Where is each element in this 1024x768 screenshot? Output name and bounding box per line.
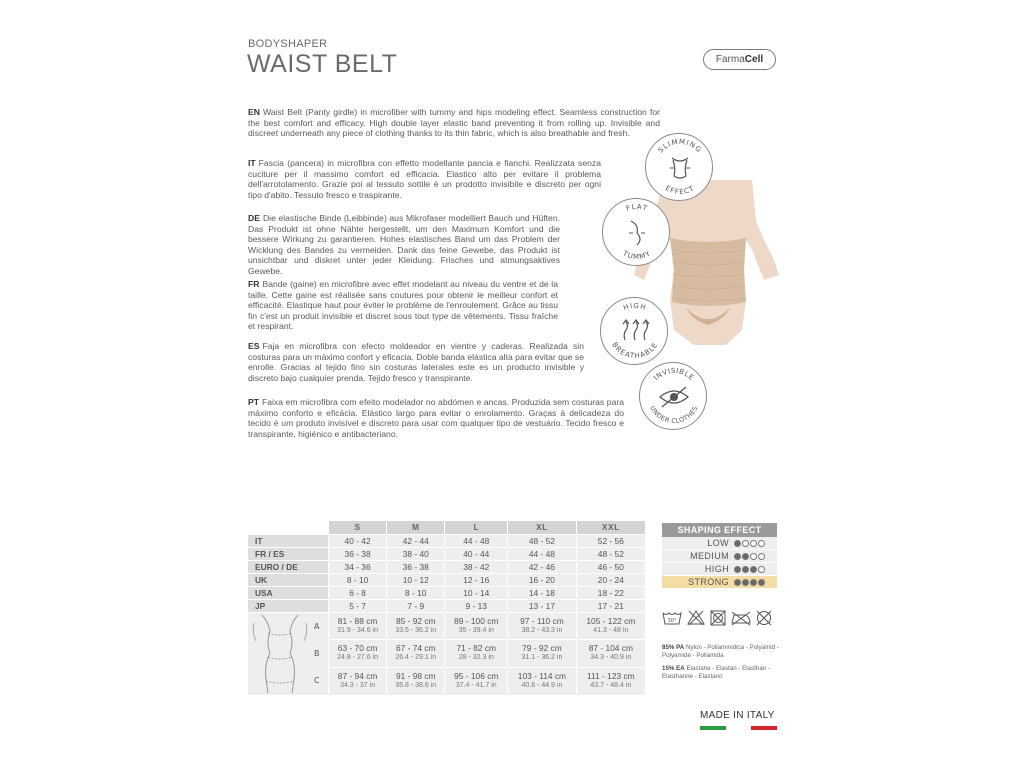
size-header: M (387, 521, 445, 534)
description-text-pt: Faixa em microfibra com efeito modelador no abdómen e ancas. Produzida sem costuras para máximo conforto e eficácia. Elástico largo para evitar o enrolamento. Graças à delicadeza do tecido é um produto invisível e discreto para usar com qualquer tipo de vestuário. Tecido fresco e transpirante, higiénico e antibacteriano. (248, 397, 624, 439)
measure-cm: 97 - 110 cm (520, 615, 564, 626)
level-dot-icon (734, 553, 741, 560)
lang-code-it: IT (248, 158, 256, 168)
size-cell: 36 - 38 (387, 560, 445, 573)
description-fr (248, 279, 558, 332)
measure-cell (387, 640, 445, 668)
measure-cm: 103 - 114 cm (517, 671, 567, 682)
measure-cell (508, 667, 576, 695)
measure-in: 43.7 - 48.4 in (590, 682, 632, 690)
country-label: UK (248, 573, 329, 586)
no-bleach-icon (688, 611, 704, 625)
level-dot-icon (742, 579, 749, 586)
no-tumble-dry-icon (711, 611, 725, 625)
measure-in: 35.8 - 38.6 in (395, 682, 437, 690)
measure-cm: 87 - 104 cm (588, 643, 633, 654)
measure-in: 35 - 39.4 in (458, 626, 494, 634)
table-row (248, 547, 646, 560)
measure-cell (576, 612, 645, 640)
level-dot-icon (750, 566, 757, 573)
description-text-de: Die elastische Binde (Leibbinde) aus Mikrofaser modelliert Bauch und Hüften. Das Produkt ist ohne Nähte hergestellt, um den Maximum Komfort und die bessere Wirkung zu garantieren. Hohes elastisches Band um das Problem der Wicklung des Bandes zu vermeiden. Dank das feine Gewebe, das Produkt ist unsichtbar und diskret unter jeder Kleidung. Frisches und atmungsaktives Gewebe. (248, 213, 560, 276)
size-table (248, 521, 646, 696)
description-it (248, 158, 601, 200)
lang-code-de: DE (248, 213, 260, 223)
measure-cell (387, 612, 445, 640)
size-cell: 44 - 48 (508, 547, 576, 560)
svg-text:SLIMMING (657, 138, 704, 155)
measure-in: 24.8 - 27.6 in (337, 654, 379, 662)
measure-cm: 91 - 98 cm (395, 671, 436, 682)
size-cell: 13 - 17 (508, 599, 576, 612)
description-text-fr: Bande (gaine) en microfibre avec effet modelant au niveau du ventre et de la taille. Cette gaine est réalisée sans coutures pour obtenir le meilleur confort et efficacité. Elastique haut pour éviter le problème de l'enroulement. Grâce au tissu fin c'est un produit invisible et discret sous tout type de vêtements. Tissu fraîche et respirant. (248, 279, 558, 332)
size-cell: 38 - 40 (387, 547, 445, 560)
description-en (248, 107, 660, 139)
size-cell: 9 - 13 (445, 599, 508, 612)
svg-text:TUMMY (621, 249, 653, 261)
level-dot-icon (734, 566, 741, 573)
svg-text:BREATHABLE (610, 341, 660, 360)
wash-temp-label: 30° (667, 618, 677, 624)
measure-cm: 85 - 92 cm (395, 615, 436, 626)
badge-bottom-label: TUMMY (621, 249, 653, 262)
size-cell: 52 - 56 (576, 534, 645, 547)
size-header: S (329, 521, 387, 534)
size-cell: 18 - 22 (576, 586, 645, 599)
product-sheet (236, 30, 792, 760)
measure-in: 38.2 - 43.3 in (521, 626, 563, 634)
country-label: IT (248, 534, 329, 547)
size-cell: 16 - 20 (508, 573, 576, 586)
size-cell: 36 - 38 (329, 547, 387, 560)
measure-in: 40.6 - 44.9 in (521, 682, 563, 690)
measure-in: 31.9 - 34.6 in (337, 626, 379, 634)
description-es (248, 341, 584, 383)
country-label: EURO / DE (248, 560, 329, 573)
made-in-label: MADE IN ITALY (700, 710, 775, 721)
table-row (248, 586, 646, 599)
country-label: FR / ES (248, 547, 329, 560)
composition-text: Elastane - Elastan - Elasthan - Elasthanne - Elastano (662, 665, 771, 680)
badge-bottom-label: EFFECT (663, 184, 697, 197)
measure-cm: 111 - 123 cm (587, 671, 635, 682)
composition-line (662, 665, 787, 681)
product-title: WAIST BELT (247, 50, 398, 78)
size-cell: 44 - 48 (445, 534, 508, 547)
lang-code-fr: FR (248, 279, 260, 289)
measure-cm: 87 - 94 cm (337, 671, 378, 682)
measure-cm: 89 - 100 cm (454, 615, 499, 626)
size-cell: 10 - 14 (445, 586, 508, 599)
logo-text-light: Farma (715, 54, 745, 65)
svg-text:EFFECT (664, 184, 696, 196)
lang-code-es: ES (248, 341, 260, 351)
size-cell: 40 - 44 (445, 547, 508, 560)
size-cell: 17 - 21 (576, 599, 645, 612)
badge-top-label: HIGH (622, 301, 648, 313)
italy-flag-green-stripe (700, 726, 726, 730)
composition-line (662, 644, 787, 660)
italy-flag-red-stripe (751, 726, 777, 730)
level-dot-icon (750, 540, 757, 547)
measure-in: 34.3 - 37 in (340, 682, 376, 690)
measure-cell (329, 667, 387, 695)
invisible-under-clothes-icon (640, 363, 708, 431)
shaping-level-name: STRONG (688, 576, 729, 587)
measure-cm: 67 - 74 cm (395, 643, 436, 654)
flat-tummy-icon (603, 199, 671, 267)
measure-in: 33.5 - 36.2 in (395, 626, 437, 634)
svg-text:UNDER CLOTHES (648, 405, 699, 425)
measure-cm: 71 - 82 cm (456, 643, 497, 654)
size-cell: 46 - 50 (576, 560, 645, 573)
measure-cm: 81 - 88 cm (337, 615, 378, 626)
size-header: L (445, 521, 508, 534)
measure-cell (445, 640, 508, 668)
level-dot-icon (750, 579, 757, 586)
size-cell: 48 - 52 (508, 534, 576, 547)
slimming-effect-badge (645, 133, 713, 201)
logo-text-bold: Cell (744, 54, 764, 65)
level-dot-icon (758, 540, 765, 547)
composition (662, 644, 787, 681)
shaping-level-medium (662, 550, 777, 563)
farmacell-logo (703, 49, 776, 70)
lang-code-pt: PT (248, 397, 259, 407)
size-cell: 7 - 9 (387, 599, 445, 612)
measure-cm: 95 - 106 cm (454, 671, 499, 682)
svg-text:HIGH (622, 302, 647, 312)
table-row (248, 534, 646, 547)
measure-in: 37.4 - 41.7 in (455, 682, 497, 690)
size-cell: 12 - 16 (445, 573, 508, 586)
size-cell: 6 - 8 (329, 586, 387, 599)
description-text-en: Waist Belt (Panty girdle) in microfiber with tummy and hips modeling effect. Seamless construction for the best comfort and efficacy. High double layer elastic band preventing it from rolling up. Invisible and discreet underneath any piece of clothing thanks to its thin fabric, which is also breathable and fresh. (248, 107, 660, 139)
description-de (248, 213, 560, 277)
badge-bottom-label: UNDER CLOTHES (648, 404, 700, 426)
measure-label-a: A (314, 621, 320, 631)
shaping-level-high (662, 563, 777, 576)
level-dot-icon (742, 553, 749, 560)
slimming-effect-icon (646, 134, 714, 202)
badge-top-label: SLIMMING (656, 137, 704, 155)
measure-in: 34.3 - 40.9 in (590, 654, 632, 662)
badge-top-label: INVISIBLE (652, 366, 696, 383)
shaping-level-name: LOW (707, 537, 729, 548)
composition-text: Nylon - Poliammidica - Polyamid - Polyamide - Poliamida (662, 644, 779, 659)
measurement-row-a (248, 612, 646, 640)
size-cell: 8 - 10 (387, 586, 445, 599)
table-row (248, 573, 646, 586)
shaping-level-name: MEDIUM (690, 550, 729, 561)
level-dot-icon (742, 566, 749, 573)
measure-in: 41.3 - 48 in (593, 626, 629, 634)
size-cell: 20 - 24 (576, 573, 645, 586)
measure-label-c: C (314, 675, 320, 685)
size-cell: 42 - 44 (387, 534, 445, 547)
care-symbols (662, 608, 782, 628)
table-row (248, 560, 646, 573)
level-dot-icon (742, 540, 749, 547)
shaping-effect-title: SHAPING EFFECT (662, 523, 777, 537)
badge-bottom-label: BREATHABLE (610, 340, 660, 361)
country-label: JP (248, 599, 329, 612)
measure-cell (508, 640, 576, 668)
measure-cell (445, 612, 508, 640)
measure-in: 31.1 - 36.2 in (521, 654, 563, 662)
size-header: XL (508, 521, 576, 534)
measure-in: 26.4 - 29.1 in (395, 654, 437, 662)
size-cell: 14 - 18 (508, 586, 576, 599)
no-iron-icon (732, 612, 750, 625)
shaping-effect-panel (662, 523, 777, 589)
shaping-level-strong (662, 576, 777, 589)
measure-cell (576, 640, 645, 668)
measure-cell (445, 667, 508, 695)
size-header-row (248, 521, 646, 534)
size-cell: 48 - 52 (576, 547, 645, 560)
size-cell: 38 - 42 (445, 560, 508, 573)
shaping-level-low (662, 537, 777, 550)
measure-in: 28 - 32.3 in (458, 654, 494, 662)
no-dry-clean-icon (757, 611, 771, 625)
size-header: XXL (576, 521, 645, 534)
composition-percent: 15% EA (662, 665, 685, 672)
level-dot-icon (734, 579, 741, 586)
flat-tummy-badge (602, 198, 670, 266)
body-figure-cell (248, 612, 329, 695)
level-dot-icon (734, 540, 741, 547)
badge-top-label: FLAT (625, 202, 649, 213)
measure-cell (387, 667, 445, 695)
description-text-es: Faja en microfibra con efecto moldeador en vientre y caderas. Realizada sin costuras para un máximo confort y eficacia. Doble banda elástica alta para evitar que se enrolle. Gracias al tejido fino sin costuras laterales este es un producto invisible y discreto bajo cualquier prenda. Tejido fresco y transpirante. (248, 341, 584, 383)
measure-cm: 63 - 70 cm (337, 643, 378, 654)
measure-cell (329, 640, 387, 668)
size-cell: 8 - 10 (329, 573, 387, 586)
invisible-under-clothes-badge (639, 362, 707, 430)
table-row (248, 599, 646, 612)
svg-text:FLAT (625, 203, 649, 213)
high-breathable-icon (601, 298, 669, 366)
measure-cell (508, 612, 576, 640)
level-dot-icon (750, 553, 757, 560)
size-cell: 42 - 46 (508, 560, 576, 573)
description-text-it: Fascia (pancera) in microfibra con effetto modellante pancia e fianchi. Realizzata senza cuciture per il massimo comfort ed efficacia. Elastico alto per evitare il problema dell'arrotolamento. Grazie poi al tessuto sottile è un prodotto invisibile e discreto per ogni tipo d'abito. Tessuto fresco e traspirante. (248, 158, 601, 200)
size-cell: 34 - 36 (329, 560, 387, 573)
measure-label-b: B (314, 648, 320, 658)
shaping-level-name: HIGH (704, 563, 729, 574)
country-label: USA (248, 586, 329, 599)
measure-cm: 105 - 122 cm (586, 615, 636, 626)
description-pt (248, 397, 624, 439)
size-cell: 40 - 42 (329, 534, 387, 547)
measure-cm: 79 - 92 cm (522, 643, 562, 654)
body-measurement-figure-icon (248, 613, 328, 693)
measure-cell (576, 667, 645, 695)
corner-cell (248, 521, 329, 534)
composition-percent: 85% PA (662, 644, 685, 651)
lang-code-en: EN (248, 107, 260, 117)
wash-30-icon (663, 613, 681, 624)
size-cell: 5 - 7 (329, 599, 387, 612)
level-dot-icon (758, 553, 765, 560)
measure-cell (329, 612, 387, 640)
product-category: BODYSHAPER (248, 38, 328, 50)
svg-text:INVISIBLE (652, 367, 695, 382)
high-breathable-badge (600, 297, 668, 365)
size-cell: 10 - 12 (387, 573, 445, 586)
level-dot-icon (758, 566, 765, 573)
level-dot-icon (758, 579, 765, 586)
